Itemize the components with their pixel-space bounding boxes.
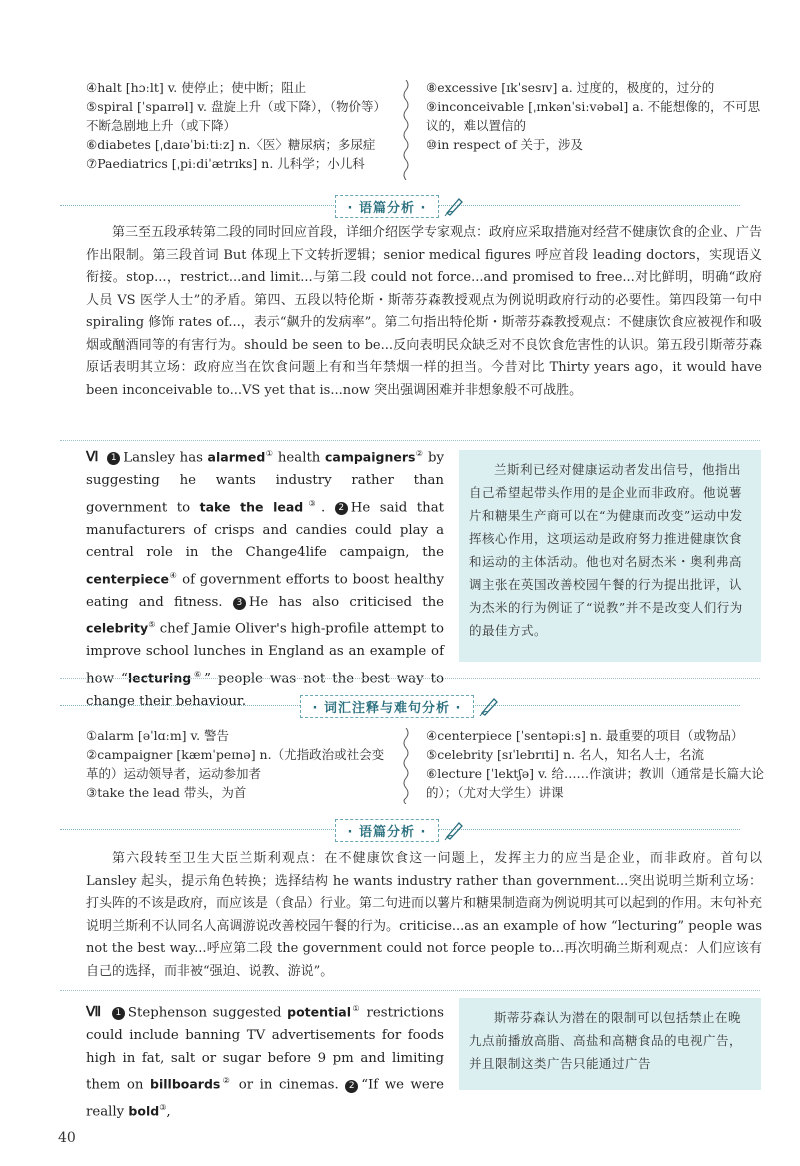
vocab-item: ③take the lead 带头，为首 <box>86 785 247 800</box>
vocab-word: bold <box>128 1103 160 1119</box>
translation-box-6 <box>459 450 761 662</box>
vocab-word: campaigners <box>324 449 416 465</box>
passage-text: Stephenson suggested <box>127 1005 288 1021</box>
analysis-text: 第六段转至卫生大臣兰斯利观点：在不健康饮食这一问题上，发挥主力的应当是企业，而非政府。首句以 Lansley 起头，提示角色转换；选择结构 he wants industry rather than government...突出说明兰斯利立场：打头阵的不该是政府，而应该是（食品）行业。第二句进而以薯片和糖果制造商为例说明其可以起到的作用。末句补充说明兰斯利不认同名人高调游说改善校园午餐的行为。criticise...as an example of how “lecturing” people was not the best way...呼应第二段 the government could not force people to...再次明确兰斯利观点：人们应该有自己的选择，而非被“强迫、说教、游说”。 <box>86 851 763 979</box>
analysis-paragraph-1 <box>86 222 762 442</box>
vocab-item: ⑥lecture [ˈlektʃə] v. 给……作演讲；教训（通常是长篇大论的）；（尤对大学生）讲课 <box>426 766 764 800</box>
passage-paragraph-7: Ⅶ 1 Stephenson suggested potential① restrictions could include banning TV advertisements for foods high in fat, salt or sugar before 9 pm and limiting them on billboards② or in cinemas. 2 “If we were really bold③, <box>86 1004 444 1120</box>
pen-icon <box>478 695 500 717</box>
passage-text: or in cinemas. <box>232 1077 346 1093</box>
passage-text: “If we were really <box>86 1077 444 1120</box>
pen-icon <box>443 819 465 841</box>
passage-text: He said that manufacturers of crisps and candies could play a central role in the Change4life campaign, the <box>86 500 444 561</box>
vocab-word: potential <box>287 1004 352 1020</box>
section-header-label: · 词汇注释与难句分析 · <box>300 695 475 718</box>
passage-text: health <box>273 450 325 466</box>
passage-text: Lansley has <box>123 450 208 466</box>
translation-text: 兰斯利已经对健康运动者发出信号，他指出自己希望起带头作用的是企业而非政府。他说薯片和糖果生产商可以在“为健康而改变”运动中发挥核心作用，这项运动是政府努力推进健康饮食和运动的主体活动。他也对名厨杰米・奥利弗高调主张在英国改善校园午餐的行为提出批评，认为杰米的行为例证了“说教”并不是改变人们行为的最佳方式。 <box>469 462 743 638</box>
vocab-left-column <box>86 78 396 173</box>
wavy-divider <box>402 80 410 180</box>
vocab-item: ⑤celebrity [sɪˈlebrɪti] n. 名人，知名人士，名流 <box>426 747 704 762</box>
divider-line <box>60 678 760 679</box>
passage-paragraph-6: Ⅵ 1 Lansley has alarmed① health campaigners② by suggesting he wants industry rather than government to take the lead③. 2 He said that manufacturers of crisps and candies could play a central role in the Change4life campaign, the centerpiece④ of government efforts to boost healthy eating and fitness. 3 He has also criticised the celebrity⑤ chef Jamie Oliver's high-profile attempt to improve school lunches in England as an example of how “lecturing⑥” people was not the best way to change their behaviour. <box>86 449 445 710</box>
vocab-block-2 <box>86 726 766 806</box>
sentence-number-icon: 3 <box>233 597 246 610</box>
sentence-number-icon: 1 <box>107 452 120 465</box>
vocab-item: ⑩in respect of 关于，涉及 <box>426 137 584 152</box>
vocab-right-column <box>426 726 766 802</box>
vocab-item: ①alarm [əˈlɑːm] v. 警告 <box>86 728 230 743</box>
paragraph-roman-numeral: Ⅵ <box>86 449 99 465</box>
wavy-divider <box>402 728 410 804</box>
vocab-word: lecturing <box>127 670 192 686</box>
divider-line <box>60 990 760 991</box>
translation-box-7 <box>459 998 761 1090</box>
vocab-word: take the lead <box>199 499 304 515</box>
analysis-paragraph-2 <box>86 848 762 988</box>
vocab-word: billboards <box>150 1076 221 1092</box>
vocab-item: ⑥diabetes [ˌdaɪəˈbiːtiːz] n.〈医〉糖尿病；多尿症 <box>86 137 376 152</box>
paragraph-roman-numeral: Ⅶ <box>86 1004 103 1020</box>
passage-text: . <box>321 500 335 516</box>
passage-text: He has also criticised the <box>248 594 445 610</box>
vocab-word: celebrity <box>86 620 149 636</box>
translation-text: 斯蒂芬森认为潜在的限制可以包括禁止在晚九点前播放高脂、高盐和高糖食品的电视广告，并且限制这类广告只能通过广告 <box>469 1010 743 1071</box>
vocab-left-column <box>86 726 396 802</box>
passage-text: by suggesting he wants industry rather than government to <box>86 450 444 516</box>
vocab-item: ⑨inconceivable [ˌɪnkənˈsiːvəbəl] a. 不能想像的，不可思议的，难以置信的 <box>426 99 761 133</box>
passage-text: restrictions could include banning TV advertisements for foods high in fat, salt or sugar before 9 pm and limiting them on <box>86 1005 444 1093</box>
section-header-label: · 语篇分析 · <box>335 819 440 842</box>
divider-line <box>60 440 760 441</box>
section-header-analysis-2 <box>0 816 800 844</box>
analysis-text: 第三至五段承转第二段的同时回应首段，详细介绍医学专家观点：政府应采取措施对经营不健康饮食的企业、广告作出限制。第三段首词 But 体现上下文转折逻辑；senior medical figures 呼应首段 leading doctors，实现语义衔接。stop...，restrict...and limit...与第二段 could not force...and promised to free...对比鲜明，明确“政府人员 VS 医学人士”的矛盾。第四、五段以特伦斯・斯蒂芬森教授观点为例说明政府行动的必要性。第四段第一句中 spiraling 修饰 rates of...，表示“飙升的发病率”。第二句指出特伦斯・斯蒂芬森教授观点：不健康饮食应被视作和吸烟或酗酒同等的有害行为。should be seen to be...反向表明民众缺乏对不良饮食危害性的认识。第五段引斯蒂芬森原话表明其立场：政府应当在饮食问题上有和当年禁烟一样的担当。今昔对比 Thirty years ago，it would have been inconceivable to...VS yet that is...now 突出强调困难并非想象般不可战胜。 <box>86 225 763 398</box>
section-header-analysis-1 <box>0 192 800 220</box>
section-header-label: · 语篇分析 · <box>335 195 440 218</box>
vocab-item: ④centerpiece [ˈsentəpiːs] n. 最重要的项目（或物品） <box>426 728 744 743</box>
vocab-word: centerpiece <box>86 571 170 587</box>
sentence-number-icon: 2 <box>335 502 348 515</box>
section-header-vocab-notes <box>0 692 800 720</box>
passage-text: , <box>166 1104 171 1120</box>
vocab-item: ⑤spiral [ˈspaɪrəl] v. 盘旋上升（或下降），（物价等）不断急剧地上升（或下降） <box>86 99 386 133</box>
vocab-item: ④halt [hɔːlt] v. 使停止；使中断；阻止 <box>86 80 307 95</box>
vocab-block-1 <box>86 78 766 182</box>
vocab-word: alarmed <box>207 449 266 465</box>
passage-text: chef Jamie Oliver's high-profile attempt to improve school lunches in England as an example of how “ <box>86 621 445 687</box>
pen-icon <box>443 195 465 217</box>
vocab-item: ⑦Paediatrics [ˌpiːdiˈætrɪks] n. 儿科学；小儿科 <box>86 156 365 171</box>
passage-text: ” people was not the best way to change their behaviour. <box>86 671 445 710</box>
sentence-number-icon: 1 <box>112 1007 125 1020</box>
vocab-item: ②campaigner [kæmˈpeɪnə] n.（尤指政治或社会变革的）运动领导者，运动参加者 <box>86 747 385 781</box>
vocab-item: ⑧excessive [ɪkˈsesɪv] a. 过度的，极度的，过分的 <box>426 80 715 95</box>
page-number: 40 <box>58 1130 76 1146</box>
sentence-number-icon: 2 <box>345 1080 358 1093</box>
vocab-right-column <box>426 78 766 154</box>
passage-text: of government efforts to boost healthy eating and fitness. <box>86 572 445 610</box>
